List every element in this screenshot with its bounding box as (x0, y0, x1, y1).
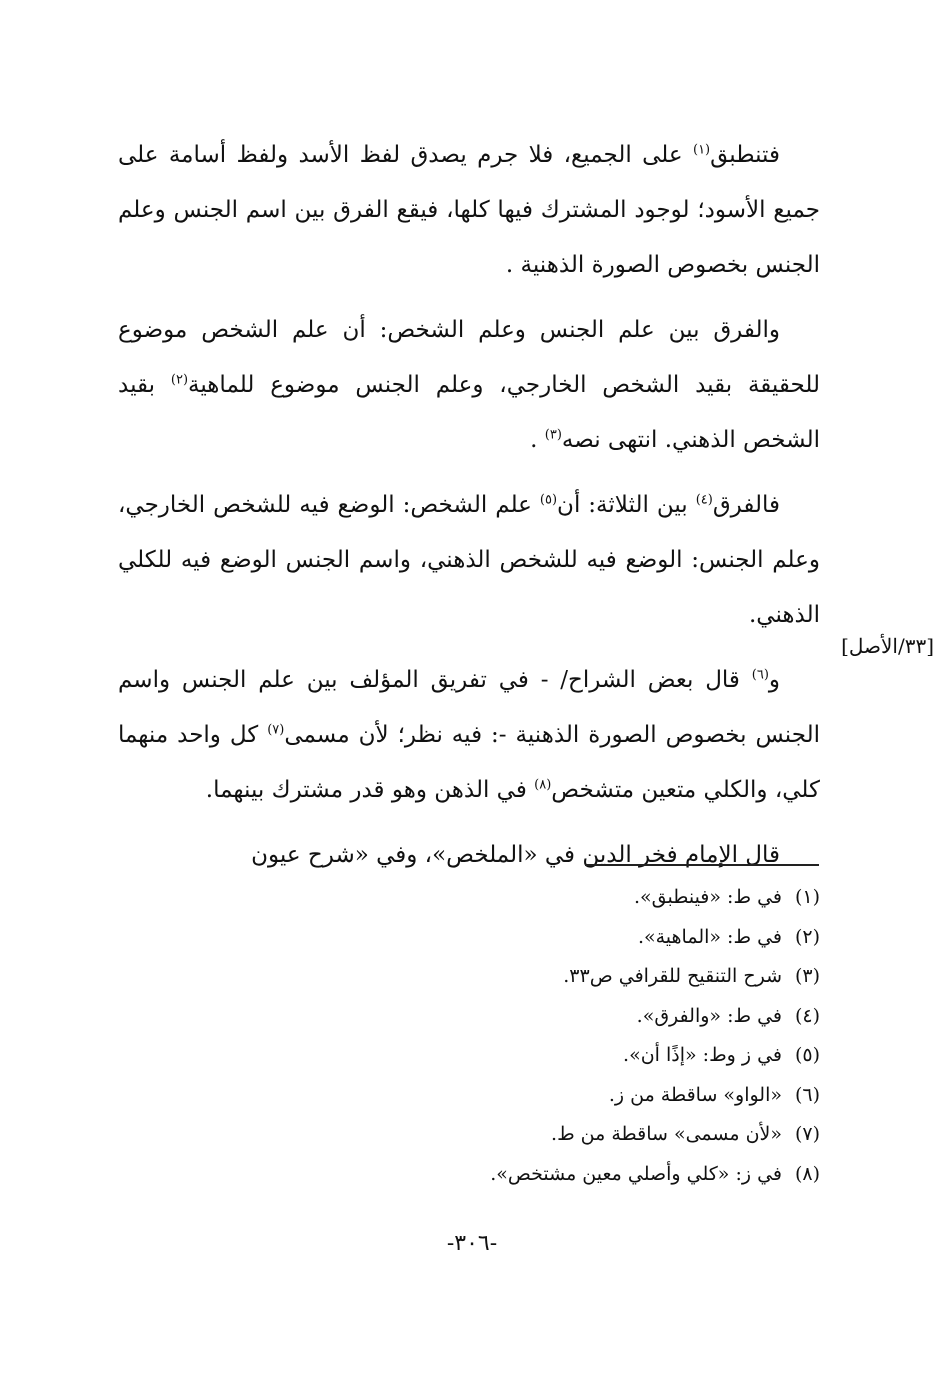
paragraph-1 (118, 128, 820, 293)
footnote-number: (٣) (794, 965, 820, 987)
footnote-text: «الواو» ساقطة من ز. (608, 1083, 782, 1106)
footnote-separator (585, 864, 819, 866)
paragraph-text: فالفرق (712, 492, 781, 518)
margin-reference: [٣٣/الأصل] (841, 634, 934, 658)
footnote-item (300, 1076, 820, 1116)
paragraph-2 (118, 303, 820, 468)
footnote-marker: (١) (692, 142, 711, 158)
footnote-item (300, 918, 820, 958)
paragraph-text: فتنطبق (710, 142, 780, 168)
footnote-text: شرح التنقيح للقرافي ص٣٣. (563, 965, 782, 987)
main-text (118, 128, 820, 893)
footnote-number: (٤) (794, 1004, 820, 1027)
paragraph-text: والفرق بين علم الجنس وعلم الشخص: أن علم الشخص موضوع للحقيقة بقيد الشخص الخارجي، وعلم الجنس موضوع للماهية (118, 317, 820, 398)
footnote-marker: (٤) (695, 492, 713, 508)
footnote-text: في ط: «فينطبق». (634, 886, 782, 908)
footnote-marker: (٢) (170, 372, 189, 388)
footnote-text: في ط: «والفرق». (636, 1004, 782, 1027)
paragraph-text: في الذهن وهو قدر مشترك بينهما. (205, 777, 535, 803)
paragraph-text: و (768, 667, 780, 693)
paragraph-text: علم الشخص: الوضع فيه للشخص الخارجي، وعلم الجنس: الوضع فيه للشخص الذهني، واسم الجنس الوضع فيه للكلي الذهني. (118, 492, 820, 628)
footnote-marker: (٥) (539, 492, 558, 508)
paragraph-5 (118, 828, 820, 883)
paragraph-text: بقيد الشخص الذهني. انتهى نصه (118, 372, 820, 453)
footnote-item (300, 957, 820, 997)
paragraph-text: قال الإمام فخر الدين في «الملخص»، وفي «شرح عيون (251, 842, 780, 868)
footnote-marker: (٦) (751, 667, 769, 683)
footnote-number: (٧) (794, 1123, 820, 1145)
footnote-text: في ط: «الماهية». (637, 925, 782, 948)
footnote-marker: (٨) (534, 777, 552, 793)
footnote-item (300, 878, 820, 918)
footnote-item (300, 1155, 820, 1195)
footnote-number: (٨) (794, 1162, 820, 1185)
paragraph-text: على الجميع، فلا جرم يصدق لفظ الأسد ولفظ أسامة على جميع الأسود؛ لوجود المشترك فيها كلها، فيقع الفرق بين اسم الجنس وعلم الجنس بخصوص الصورة الذهنية . (118, 142, 820, 278)
footnote-marker: (٣) (544, 427, 562, 443)
footnote-text: «لأن مسمى» ساقطة من ط. (551, 1123, 782, 1145)
paragraph-3 (118, 478, 820, 643)
footnote-item (300, 1036, 820, 1076)
footnote-text: في ز: «كلي وأصلي معين مشتخص». (490, 1162, 782, 1185)
footnote-number: (٦) (794, 1083, 820, 1106)
paragraph-text: كل واحد منهما كلي، والكلي متعين متشخص (118, 722, 820, 803)
footnote-marker: (٧) (267, 722, 285, 738)
footnote-number: (٢) (794, 925, 820, 948)
footnote-item (300, 997, 820, 1037)
footnote-text: في ز وط: «إذًا أن». (623, 1044, 782, 1066)
footnote-item (300, 1115, 820, 1155)
paragraph-text: قال بعض الشراح/ - في تفريق المؤلف بين علم الجنس واسم الجنس بخصوص الصورة الذهنية -: فيه نظر؛ لأن مسمى (118, 667, 820, 748)
footnote-number: (١) (794, 886, 820, 908)
page-number: -٣٠٦- (446, 1231, 498, 1256)
footnotes-list (300, 878, 820, 1194)
paragraph-text: . (530, 427, 545, 453)
paragraph-text: بين الثلاثة: أن (557, 492, 696, 518)
footnote-number: (٥) (794, 1044, 820, 1066)
paragraph-4 (118, 653, 820, 818)
